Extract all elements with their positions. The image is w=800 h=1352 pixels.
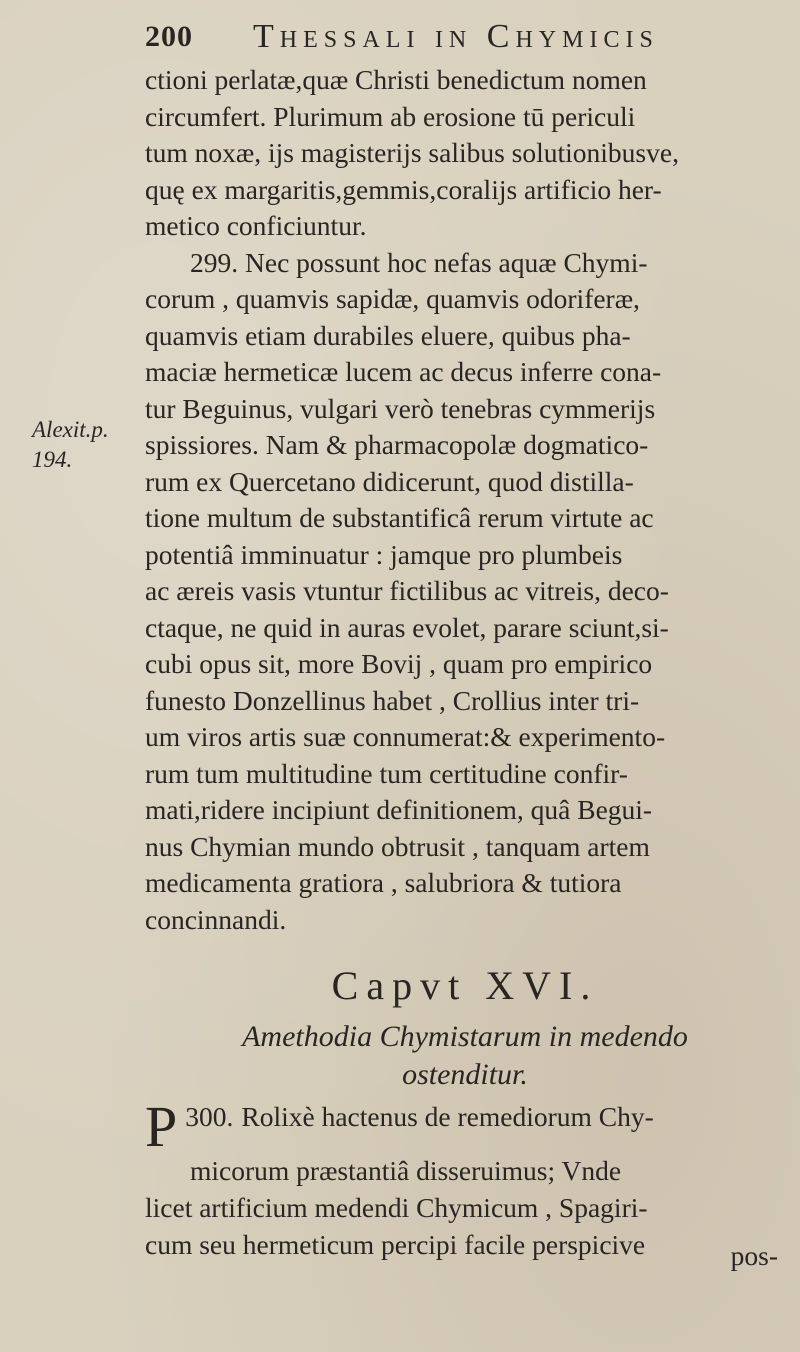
margin-note: [32, 415, 132, 475]
running-head: Thessali in Chymicis: [253, 18, 659, 55]
text-line: licet artificium medendi Chymicum , Spagiri-: [145, 1192, 648, 1223]
text-line: spissiores. Nam & pharmacopolæ dogmatico-: [145, 429, 649, 460]
text-line: concinnandi.: [145, 903, 287, 935]
margin-note-line: 194.: [32, 447, 73, 472]
text-line: potentiâ imminuatur : jamque pro plumbeis: [145, 538, 623, 570]
text-line: 299. Nec possunt hoc nefas aquæ Chymi-: [190, 246, 648, 278]
text-line: funesto Donzellinus habet , Crollius inter tri-: [145, 684, 640, 716]
text-fragment: Rolixè hactenus de remediorum Chy-: [241, 1101, 654, 1132]
chapter-subtitle-line: Amethodia Chymistarum in medendo: [242, 1020, 688, 1053]
text-line: quę ex margaritis,gemmis,coralijs artificio her-: [145, 173, 662, 205]
text-line: um viros artis suæ connumerat:& experimento-: [145, 721, 666, 752]
text-line: medicamenta gratiora , salubriora & tutiora: [145, 867, 622, 898]
text-line: quamvis etiam durabiles eluere, quibus pha-: [145, 319, 631, 351]
text-line: cubi opus sit, more Bovij , quam pro empirico: [145, 648, 653, 679]
page-header: [145, 12, 765, 62]
text-line: micorum præstantiâ disseruimus; Vnde: [190, 1155, 622, 1186]
text-line: corum , quamvis sapidæ, quamvis odoriferæ,: [145, 283, 640, 314]
margin-note-line: Alexit.p.: [32, 417, 109, 442]
text-line: tione multum de substantificâ rerum virtute ac: [145, 502, 654, 533]
text-line: ctaque, ne quid in auras evolet, parare sciunt,si-: [145, 611, 669, 643]
text-line: maciæ hermeticæ lucem ac decus inferre cona-: [145, 356, 662, 387]
text-line: circumfert. Plurimum ab erosione tū periculi: [145, 100, 636, 132]
text-line: rum ex Quercetano didicerunt, quod distilla-: [145, 465, 634, 497]
section-300: [145, 1098, 785, 1263]
text-line: ac æreis vasis vtuntur fictilibus ac vitreis, deco-: [145, 575, 669, 606]
text-line: tur Beguinus, vulgari verò tenebras cymmerijs: [145, 392, 656, 424]
text-line: mati,ridere incipiunt definitionem, quâ Begui-: [145, 794, 653, 825]
chapter-subtitle: [145, 1018, 785, 1094]
text-line: metico conficiuntur.: [145, 210, 367, 241]
chapter-subtitle-line: ostenditur.: [402, 1058, 528, 1091]
catchword: pos-: [730, 1240, 778, 1271]
chapter-heading: Capvt XVI.: [331, 963, 599, 1008]
text-line: nus Chymian mundo obtrusit , tanquam artem: [145, 830, 650, 862]
text-line: tum noxæ, ijs magisterijs salibus solutionibusve,: [145, 137, 679, 168]
text-line: ctioni perlatæ,quæ Christi benedictum nomen: [145, 64, 647, 95]
paragraph-number: 300.: [185, 1101, 234, 1132]
text-line: rum tum multitudine tum certitudine confir-: [145, 757, 628, 789]
page-number: 200: [145, 20, 193, 53]
body-text: [145, 62, 785, 938]
text-line: [145, 1098, 785, 1152]
text-line: cum seu hermeticum percipi facile perspicive: [145, 1229, 646, 1260]
drop-cap: P: [145, 1098, 178, 1152]
